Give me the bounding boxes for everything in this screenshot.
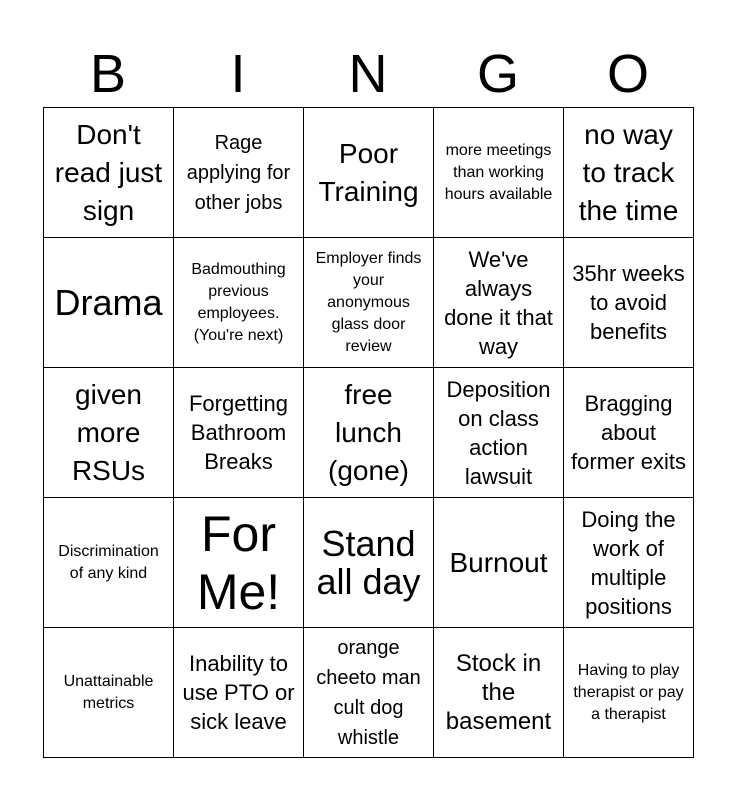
bingo-cell-g2[interactable] xyxy=(434,238,564,368)
cell-text: Having to play therapist or pay a therapist xyxy=(573,661,684,723)
cell-text: Unattainable metrics xyxy=(63,672,154,712)
bingo-cell-i1[interactable] xyxy=(174,108,304,238)
header-letter-o: O xyxy=(606,44,649,104)
bingo-cell-i2[interactable] xyxy=(174,238,304,368)
bingo-cell-i4[interactable] xyxy=(174,498,304,628)
cell-text: Deposition on class action lawsuit xyxy=(446,376,551,489)
cell-text: Inability to use PTO or sick leave xyxy=(182,651,295,734)
bingo-cell-n2[interactable] xyxy=(304,238,434,368)
header-letter-i: I xyxy=(230,44,246,104)
bingo-cell-g5[interactable] xyxy=(434,628,564,758)
cell-text: Stand all day xyxy=(316,522,421,602)
bingo-cell-i5[interactable] xyxy=(174,628,304,758)
bingo-cell-o3[interactable] xyxy=(564,368,694,498)
cell-text: Burnout xyxy=(449,546,548,578)
bingo-cell-n3[interactable] xyxy=(304,368,434,498)
bingo-cell-o2[interactable] xyxy=(564,238,694,368)
bingo-cell-o5[interactable] xyxy=(564,628,694,758)
cell-text: Employer finds your anonymous glass door review xyxy=(315,249,422,355)
cell-text: given more RSUs xyxy=(71,378,146,486)
cell-text: Rage applying for other jobs xyxy=(186,131,291,214)
bingo-cell-b5[interactable] xyxy=(44,628,174,758)
bingo-cell-g3[interactable] xyxy=(434,368,564,498)
bingo-header xyxy=(43,40,693,108)
cell-text: Doing the work of multiple positions xyxy=(581,506,676,619)
bingo-cell-i3[interactable] xyxy=(174,368,304,498)
cell-text: orange cheeto man cult dog whistle xyxy=(316,636,421,749)
cell-text: Discrimination of any kind xyxy=(58,542,159,582)
cell-text: free lunch (gone) xyxy=(328,378,409,486)
cell-text: Stock in the basement xyxy=(445,650,552,735)
bingo-cell-o4[interactable] xyxy=(564,498,694,628)
bingo-cell-n4[interactable] xyxy=(304,498,434,628)
header-letter-g: G xyxy=(476,44,519,104)
bingo-cell-g4[interactable] xyxy=(434,498,564,628)
bingo-cell-o1[interactable] xyxy=(564,108,694,238)
cell-text: Don't read just sign xyxy=(54,118,163,226)
header-letter-b: B xyxy=(89,44,127,104)
bingo-cell-b4[interactable] xyxy=(44,498,174,628)
cell-text: Bragging about former exits xyxy=(571,391,686,474)
cell-text: Forgetting Bathroom Breaks xyxy=(188,391,289,474)
cell-text: We've always done it that way xyxy=(444,246,553,359)
cell-text: For Me! xyxy=(196,505,281,620)
cell-text: 35hr weeks to avoid benefits xyxy=(572,261,685,344)
cell-text: Drama xyxy=(54,281,163,323)
bingo-cell-b2[interactable] xyxy=(44,238,174,368)
bingo-cell-b3[interactable] xyxy=(44,368,174,498)
cell-text: Badmouthing previous employees. (You're next) xyxy=(191,260,286,344)
bingo-cell-g1[interactable] xyxy=(434,108,564,238)
bingo-board xyxy=(43,107,694,758)
cell-text: more meetings than working hours available xyxy=(444,141,553,203)
bingo-cell-n1[interactable] xyxy=(304,108,434,238)
cell-text: Poor Training xyxy=(318,137,419,207)
cell-text: no way to track the time xyxy=(578,118,679,226)
header-letter-n: N xyxy=(348,44,388,104)
bingo-cell-b1[interactable] xyxy=(44,108,174,238)
bingo-cell-n5[interactable] xyxy=(304,628,434,758)
